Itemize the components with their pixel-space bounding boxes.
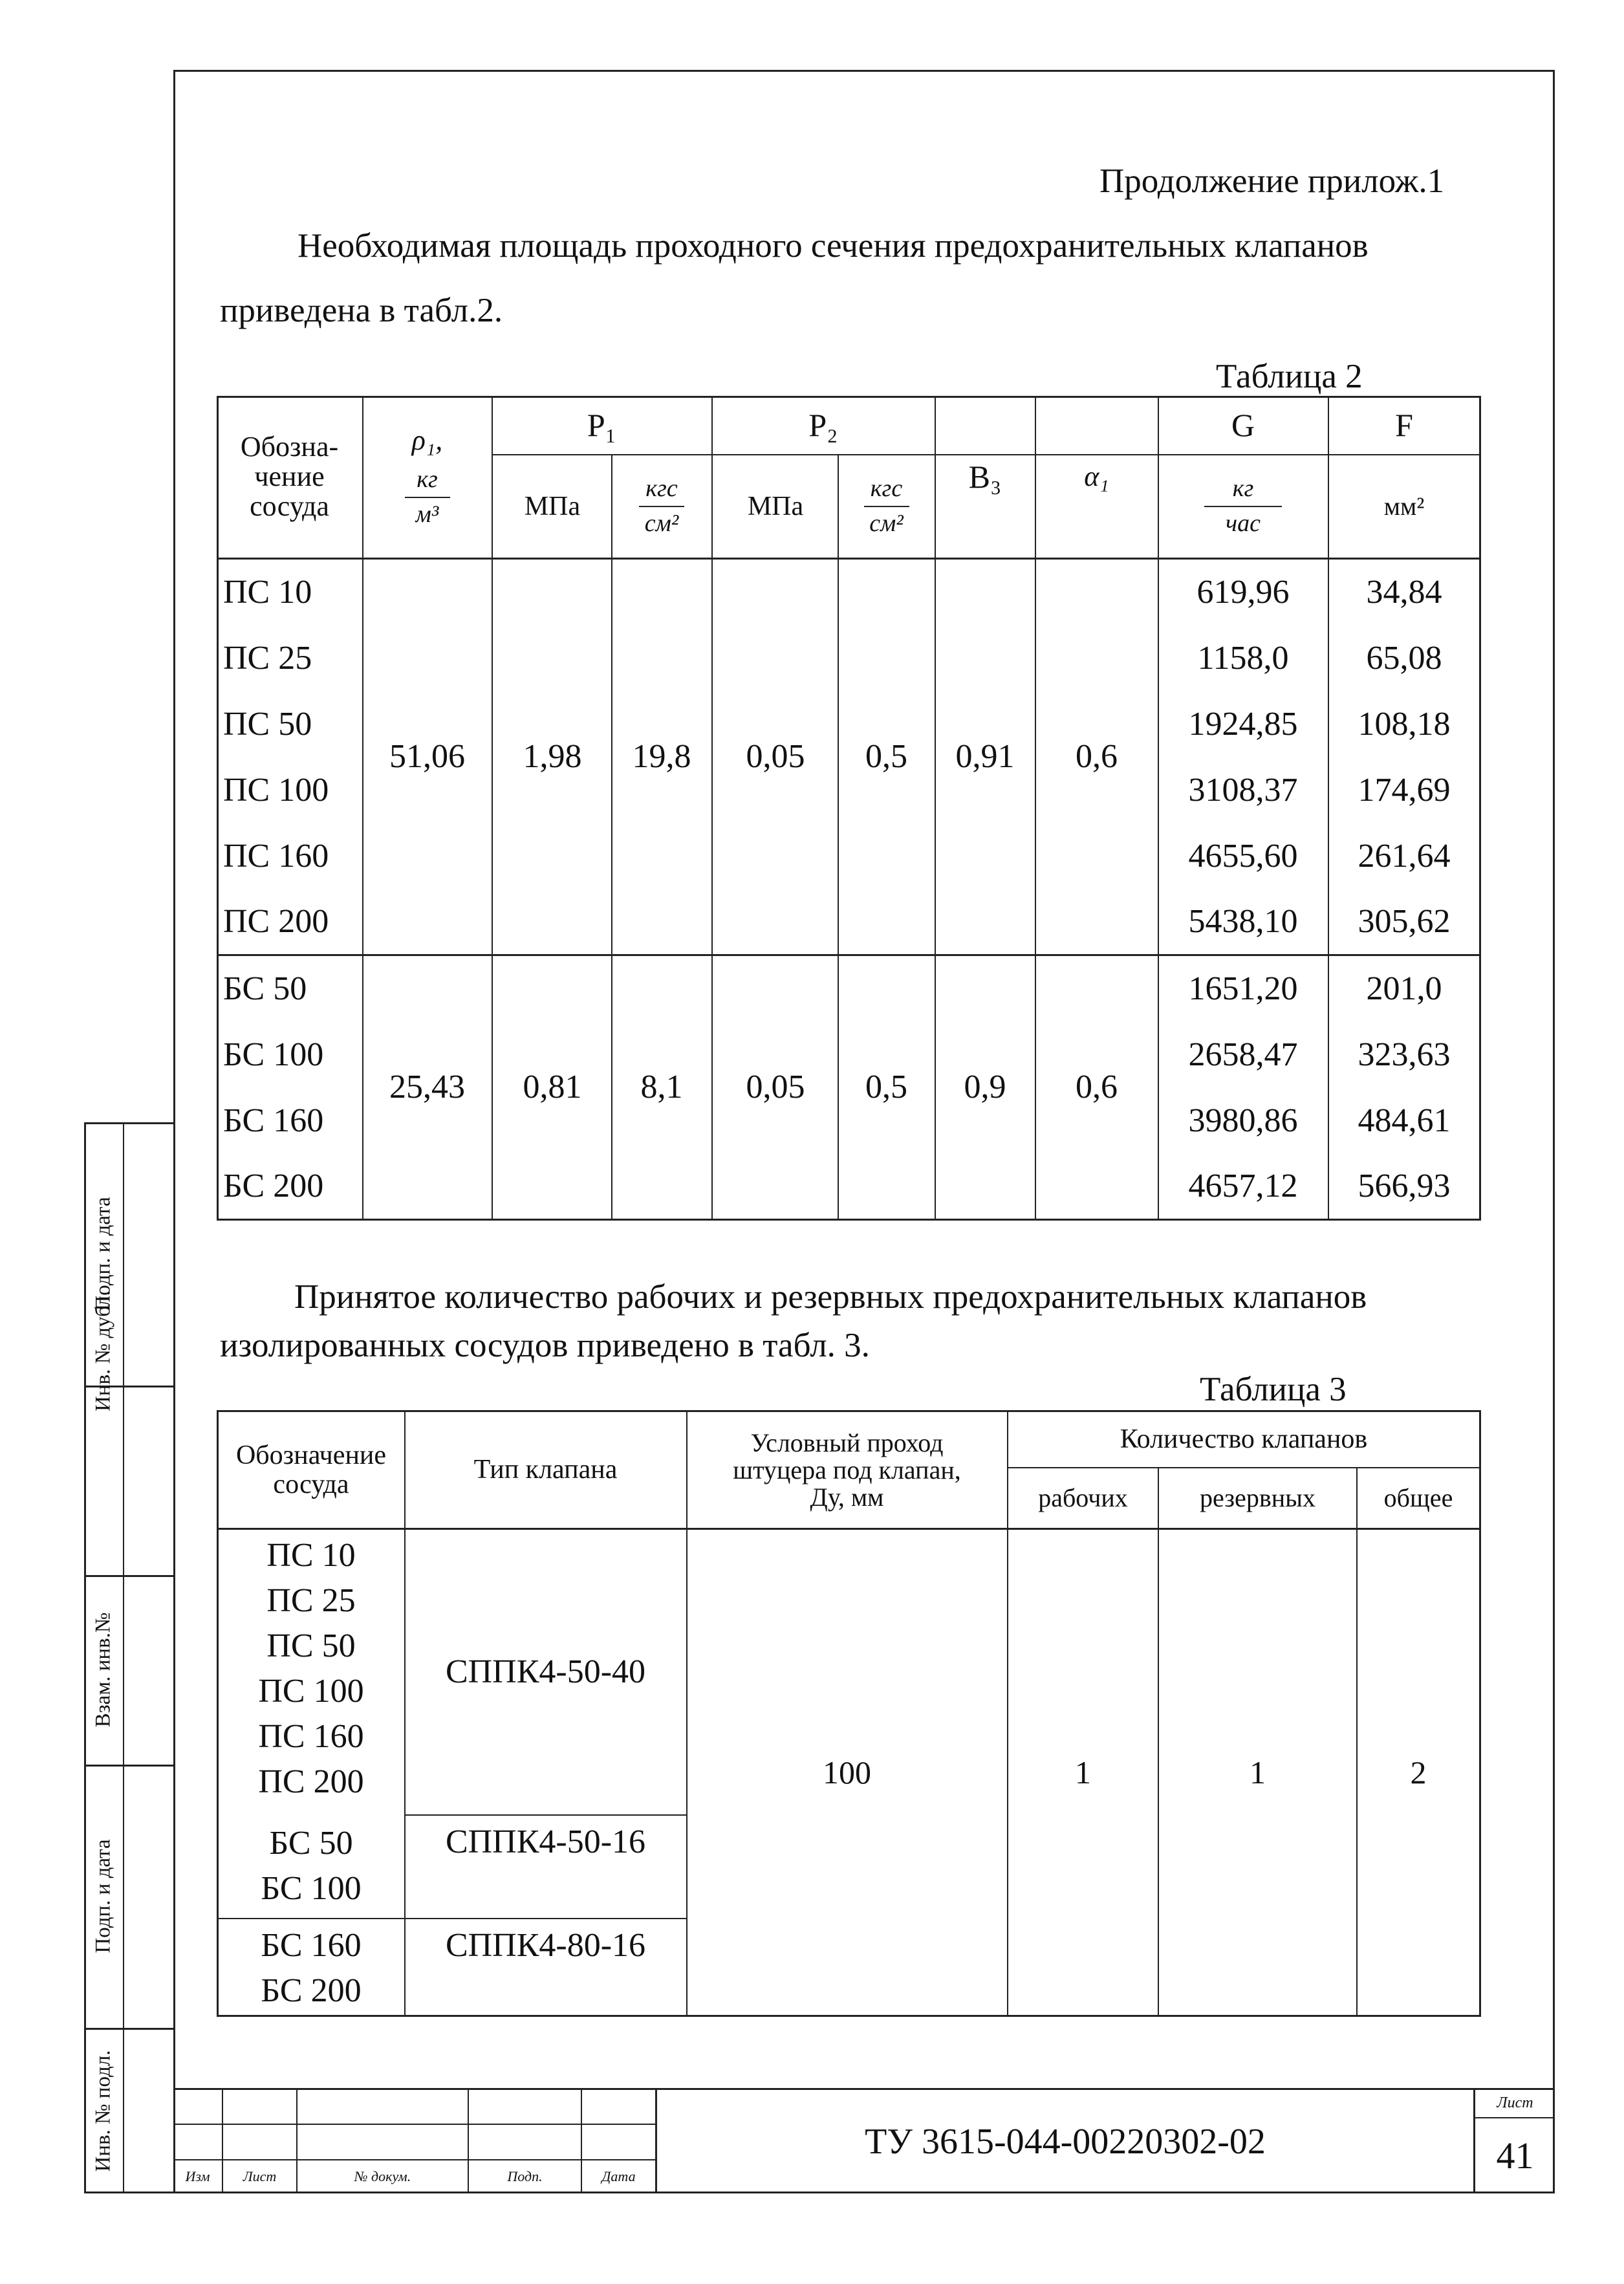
t2-g2-alpha: 0,6 (1076, 1068, 1118, 1105)
table2-caption: Таблица 2 (1216, 358, 1363, 395)
t2-f-value: 305,62 (1358, 902, 1451, 940)
t2-f-value: 261,64 (1358, 837, 1451, 875)
t3-type: СППК4-50-16 (445, 1823, 646, 1860)
t2-header-rho: ρ₁, $\frac{кг}{\text{м³}}$ (364, 396, 490, 558)
t3-type: СППК4-50-40 (445, 1653, 646, 1690)
t2-f-value: 34,84 (1366, 573, 1442, 611)
t2-header-f-unit: мм² (1383, 492, 1425, 521)
side-stamp-sign-date-2: Подп. и дата (91, 1839, 115, 1953)
t2-g2-p2-kgs: 0,5 (865, 1068, 907, 1105)
t2-header-p2: P₂ (808, 406, 838, 443)
t2-g1-p1-mpa: 1,98 (523, 737, 582, 775)
t3-header-total: общее (1383, 1483, 1453, 1512)
sheet-label: Лист (1497, 2094, 1533, 2112)
t2-g1-alpha: 0,6 (1076, 737, 1118, 775)
t2-f-value: 484,61 (1358, 1102, 1451, 1139)
t2-f-value: 174,69 (1358, 771, 1451, 809)
t2-g-value: 1651,20 (1188, 970, 1298, 1007)
t2-g-value: 4655,60 (1188, 837, 1298, 875)
t2-header-f: F (1395, 406, 1413, 443)
t2-header-b3: B₃ (968, 458, 1002, 495)
sheet-number: 41 (1496, 2134, 1534, 2177)
paragraph-1-line-2: приведена в табл.2. (220, 292, 503, 329)
t3-header-vessel: Обозначение сосуда (235, 1441, 387, 1499)
t2-g-value: 1158,0 (1197, 639, 1289, 677)
paragraph-2-line-2: изолированных сосудов приведено в табл. 3. (220, 1327, 870, 1364)
side-stamp-replace-inv: Взам. инв.№ (91, 1612, 115, 1728)
side-stamp-dup-inv: Инв. № дубл. (91, 1290, 115, 1411)
t2-header-p1-mpa: МПа (524, 491, 581, 521)
t3-vessel: БС 50 (269, 1824, 353, 1862)
t2-g1-p2-kgs: 0,5 (865, 737, 907, 775)
t2-vessel: ПС 50 (223, 705, 312, 743)
t2-vessel: БС 50 (223, 970, 307, 1007)
t2-vessel: БС 100 (223, 1036, 324, 1073)
t2-vessel: ПС 25 (223, 639, 312, 677)
t2-g1-p2-mpa: 0,05 (746, 737, 805, 775)
paragraph-1-line-1: Необходимая площадь проходного сечения предохранительных клапанов (298, 227, 1369, 265)
title-label-doc-number: № докум. (354, 2168, 411, 2185)
t2-header-p1: P₁ (587, 406, 617, 443)
t2-vessel: БС 200 (223, 1167, 324, 1204)
t2-g2-rho: 25,43 (389, 1068, 465, 1105)
t2-g-value: 619,96 (1196, 573, 1290, 611)
t3-vessel: ПС 200 (258, 1763, 364, 1800)
t2-header-p2-kgs: $\frac{\text{кгс}}{\text{см²}}$ (839, 455, 934, 558)
table3-caption: Таблица 3 (1200, 1371, 1347, 1408)
t2-g2-p1-kgs: 8,1 (640, 1068, 683, 1105)
side-stamp (84, 1122, 175, 2193)
t3-reserve: 1 (1250, 1754, 1266, 1790)
t2-vessel: ПС 100 (223, 771, 329, 809)
t2-f-value: 65,08 (1366, 639, 1442, 677)
t2-f-value: 323,63 (1358, 1036, 1451, 1073)
t3-vessel: ПС 160 (258, 1717, 364, 1755)
t2-g-value: 1924,85 (1188, 705, 1298, 743)
t3-vessel: БС 200 (261, 1972, 362, 2009)
t2-vessel: ПС 160 (223, 837, 329, 875)
t2-f-value: 108,18 (1358, 705, 1451, 743)
t3-header-count: Количество клапанов (1120, 1424, 1368, 1455)
t2-vessel: ПС 200 (223, 902, 329, 940)
t2-g-value: 2658,47 (1188, 1036, 1298, 1073)
t2-g2-p1-mpa: 0,81 (523, 1068, 582, 1105)
table-3 (217, 1410, 1481, 2017)
t3-passage: 100 (823, 1754, 871, 1790)
continuation-label: Продолжение прилож.1 (1099, 162, 1445, 200)
title-label-date: Дата (601, 2168, 636, 2185)
t2-g2-p2-mpa: 0,05 (746, 1068, 805, 1105)
t2-f-value: 566,93 (1358, 1167, 1451, 1204)
t2-g-value: 3980,86 (1188, 1102, 1298, 1139)
t2-g-value: 5438,10 (1188, 902, 1298, 940)
document-code: ТУ 3615-044-00220302-02 (865, 2121, 1266, 2162)
t3-header-working: рабочих (1038, 1483, 1128, 1512)
t2-header-alpha: α₁ (1084, 460, 1109, 492)
t2-header-g: G (1231, 406, 1255, 443)
t2-header-g-unit: $\frac{кг}{\text{час}}$ (1159, 455, 1327, 558)
t3-type: СППК4-80-16 (445, 1926, 646, 1964)
t2-g1-b3: 0,91 (955, 737, 1015, 775)
title-label-change: Изм (185, 2168, 210, 2185)
t3-total: 2 (1410, 1754, 1427, 1790)
t3-header-reserve: резервных (1200, 1483, 1315, 1512)
t2-header-p1-kgs: $\frac{\text{кгс}}{\text{см²}}$ (612, 455, 711, 558)
t2-g-value: 4657,12 (1188, 1167, 1298, 1204)
t2-header-vessel: Обозна- чение сосуда (240, 430, 339, 523)
t2-vessel: ПС 10 (223, 573, 312, 611)
t3-vessel: ПС 50 (266, 1627, 356, 1664)
title-label-signature: Подп. (507, 2168, 543, 2185)
t3-header-type: Тип клапана (473, 1455, 618, 1485)
t3-working: 1 (1075, 1754, 1091, 1790)
t2-f-value: 201,0 (1366, 970, 1442, 1007)
t3-vessel: ПС 10 (266, 1536, 356, 1574)
t3-vessel: БС 100 (261, 1869, 362, 1907)
table-2 (217, 396, 1481, 1221)
t3-vessel: ПС 100 (258, 1672, 364, 1710)
t2-header-p2-mpa: МПа (747, 491, 804, 521)
t3-vessel: ПС 25 (266, 1582, 356, 1619)
t3-vessel: БС 160 (261, 1926, 362, 1964)
t2-g2-b3: 0,9 (964, 1068, 1006, 1105)
t2-g-value: 3108,37 (1188, 771, 1298, 809)
side-stamp-sign-date-1: Подп. и дата (91, 1197, 115, 1311)
paragraph-2-line-1: Принятое количество рабочих и резервных предохранительных клапанов (294, 1278, 1367, 1316)
t3-header-passage: Условный проход штуцера под клапан, Ду, мм (733, 1428, 961, 1512)
title-label-sheet: Лист (243, 2168, 277, 2185)
t2-g1-rho: 51,06 (389, 737, 465, 775)
side-stamp-orig-inv: Инв. № подл. (91, 2050, 115, 2172)
t2-g1-p1-kgs: 19,8 (632, 737, 691, 775)
title-block (173, 2088, 1555, 2193)
t2-vessel: БС 160 (223, 1102, 324, 1139)
